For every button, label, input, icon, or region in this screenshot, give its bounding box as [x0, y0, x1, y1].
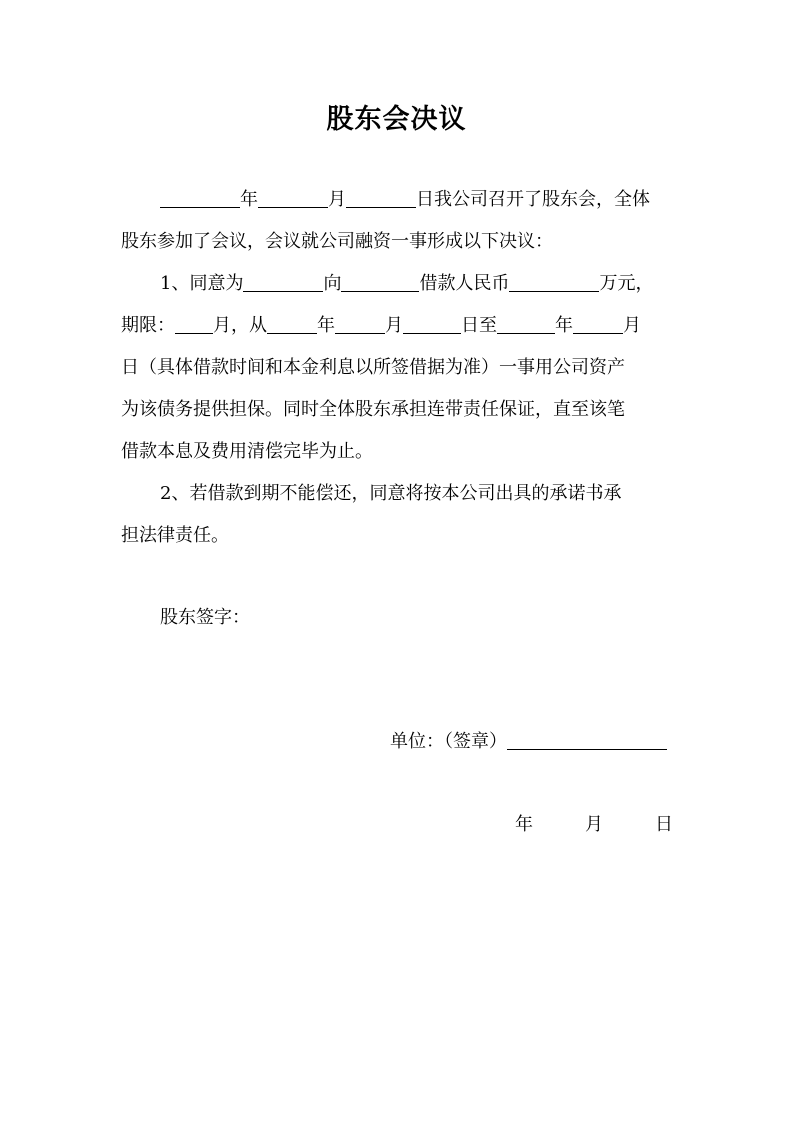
item1-unit-label: 万元，	[599, 273, 654, 294]
lender-blank[interactable]	[341, 273, 419, 292]
item1-line-4: 为该债务提供担保。同时全体股东承担连带责任保证，直至该笔	[121, 399, 625, 420]
guarantee-for-blank[interactable]	[243, 273, 323, 292]
day-blank[interactable]	[346, 189, 416, 208]
item1-line-2	[121, 314, 681, 338]
unit-seal-row	[390, 730, 667, 754]
item1-to-label: 向	[323, 273, 342, 294]
unit-seal-blank[interactable]	[507, 731, 667, 750]
month-blank[interactable]	[258, 189, 328, 208]
intro-day-text: 日我公司召开了股东会，全体	[416, 189, 650, 210]
shareholder-signature-label: 股东签字：	[160, 607, 250, 628]
end-year-label: 年	[555, 315, 573, 336]
intro-line-2: 股东参加了会议，会议就公司融资一事形成以下决议：	[121, 231, 553, 252]
start-year-blank[interactable]	[267, 315, 317, 334]
end-month-label: 月	[623, 315, 641, 336]
end-year-blank[interactable]	[497, 315, 555, 334]
footer-year-label: 年	[515, 814, 533, 835]
amount-blank[interactable]	[509, 273, 599, 292]
item1-line-1	[160, 272, 680, 296]
end-month-blank[interactable]	[573, 315, 623, 334]
footer-month-label: 月	[585, 814, 603, 835]
intro-year-label: 年	[240, 189, 258, 210]
term-month-label: 月，从	[213, 315, 267, 336]
year-blank[interactable]	[160, 189, 240, 208]
document-title: 股东会决议	[326, 104, 467, 135]
term-months-blank[interactable]	[175, 315, 213, 334]
day-to-label: 日至	[461, 315, 497, 336]
start-year-label: 年	[317, 315, 335, 336]
item2-line-2: 担法律责任。	[121, 525, 229, 546]
item1-borrow-label: 借款人民币	[419, 273, 510, 294]
start-month-label: 月	[385, 315, 403, 336]
item1-line-5: 借款本息及费用清偿完毕为止。	[121, 441, 373, 462]
item1-prefix: 1、同意为	[160, 273, 244, 294]
item1-line-3: 日（具体借款时间和本金利息以所签借据为准）一事用公司资产	[121, 357, 625, 378]
item2-line-1: 2、若借款到期不能偿还，同意将按本公司出具的承诺书承	[160, 483, 622, 504]
footer-day-label: 日	[655, 814, 673, 835]
start-day-blank[interactable]	[403, 315, 461, 334]
unit-seal-label: 单位：（签章）	[390, 731, 507, 752]
intro-month-label: 月	[328, 189, 346, 210]
term-prefix: 期限：	[121, 315, 175, 336]
start-month-blank[interactable]	[335, 315, 385, 334]
intro-line-1	[160, 188, 680, 212]
